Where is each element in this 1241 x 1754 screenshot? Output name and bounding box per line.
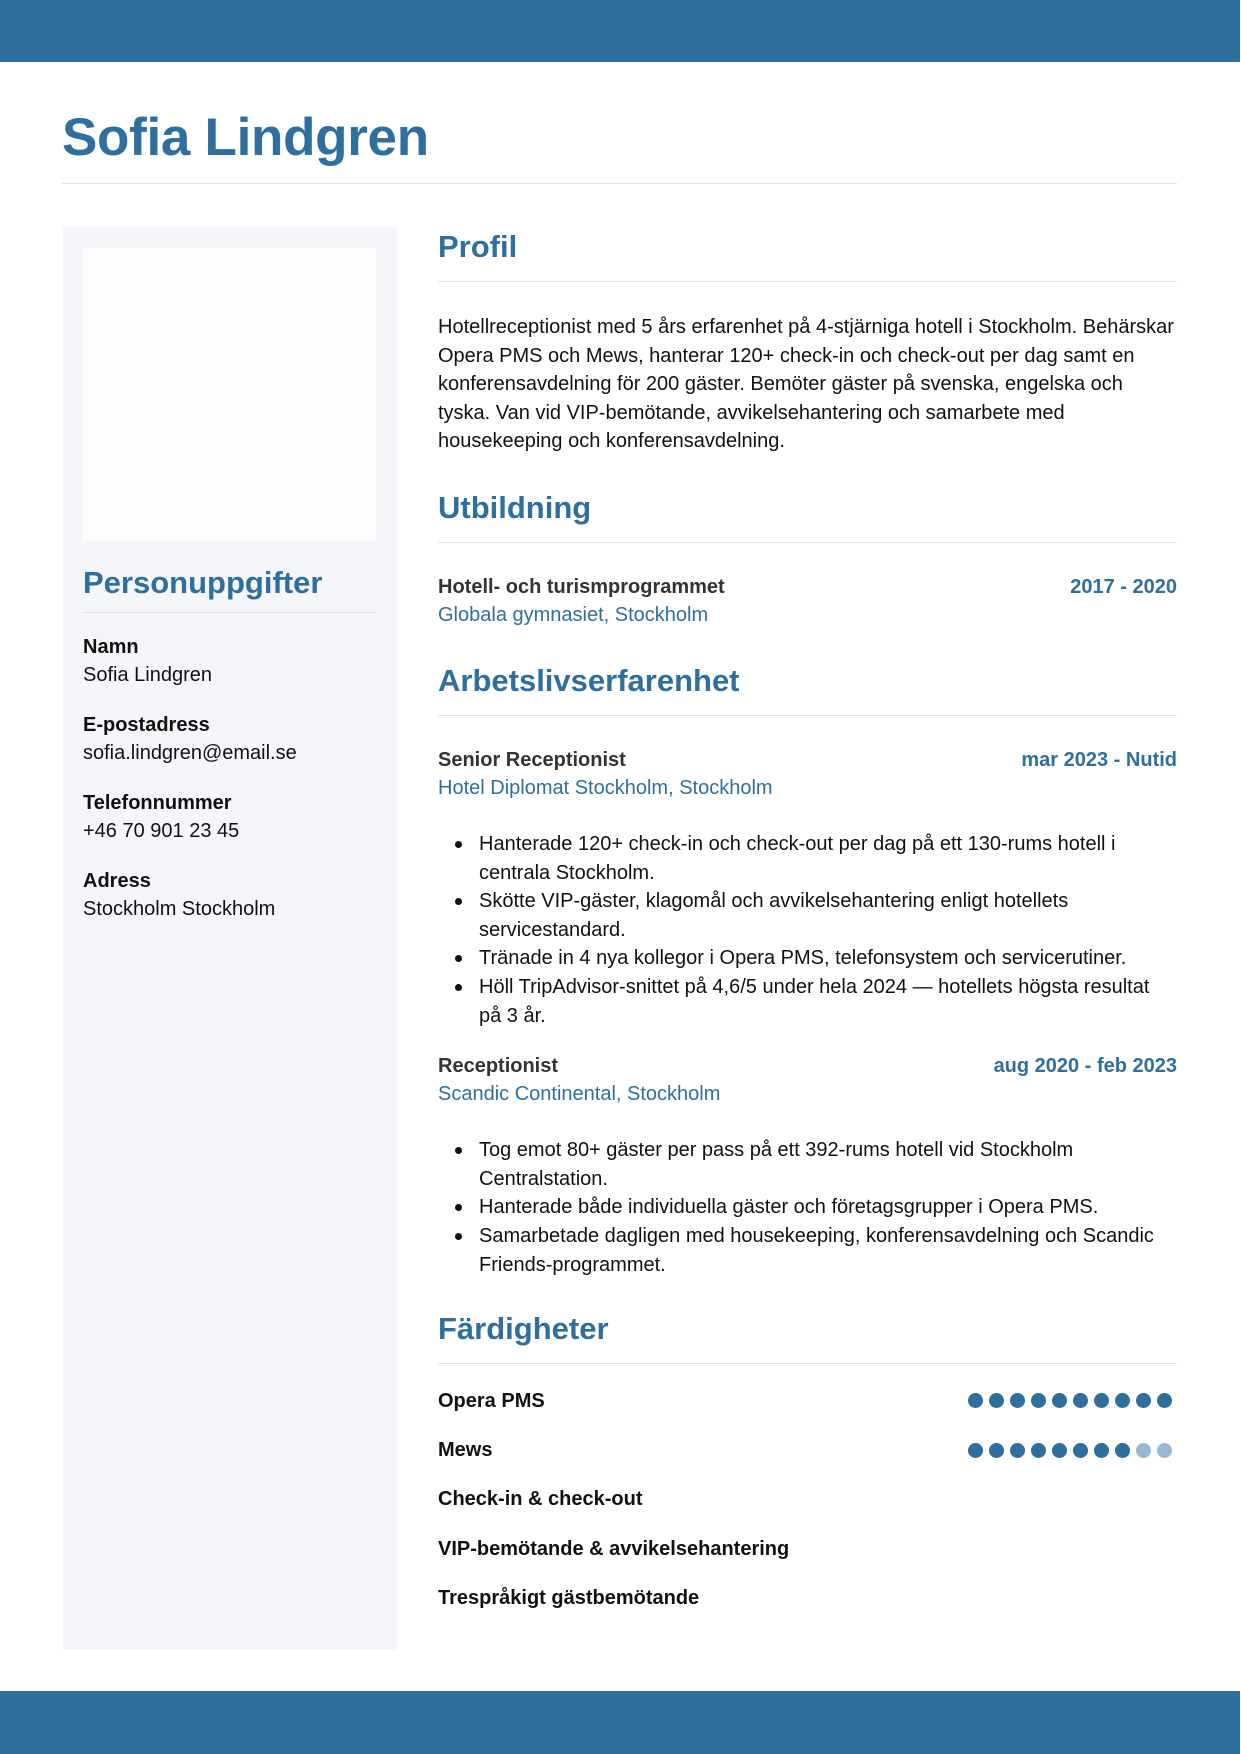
rating-dot-filled-icon (1157, 1393, 1172, 1408)
rating-dot-filled-icon (989, 1393, 1004, 1408)
skill-row (438, 1524, 1177, 1573)
personal-info-title: Personuppgifter (83, 565, 323, 600)
field-label: Namn (83, 636, 139, 658)
entry-header (438, 746, 1177, 774)
section-title: Färdigheter (438, 1311, 609, 1347)
rating-dot-filled-icon (1094, 1393, 1109, 1408)
profile-text: Hotellreceptionist med 5 års erfarenhet på 4-stjärniga hotell i Stockholm. Behärskar Opera PMS och Mews, hanterar 120+ check-in och check-out per dag samt en konferensavdelning för 200 gäster. Bemöter gäster på svenska, engelska och tyska. Van vid VIP-bemötande, avvikelsehantering och samarbete med housekeeping och konferensavdelning. (438, 316, 1174, 453)
section-divider (438, 542, 1177, 543)
bullet-icon (455, 1233, 462, 1240)
skill-row (438, 1425, 1177, 1474)
rating-dot-filled-icon (989, 1443, 1004, 1458)
bullet-list (438, 830, 1177, 1030)
bullet-text: Tränade in 4 nya kollegor i Opera PMS, telefonsystem och servicerutiner. (479, 947, 1127, 970)
bullet-icon (455, 955, 462, 962)
rating-dot-empty-icon (1157, 1443, 1172, 1458)
entry-title: Senior Receptionist (438, 748, 626, 771)
skill-row (438, 1475, 1177, 1524)
skill-name: Mews (438, 1439, 493, 1462)
skill-name: Check-in & check-out (438, 1488, 643, 1511)
rating-dot-filled-icon (968, 1443, 983, 1458)
rating-dot-filled-icon (968, 1393, 983, 1408)
bullet-text: Hanterade 120+ check-in och check-out per dag på ett 130-rums hotell i centrala Stockholm. (479, 832, 1116, 884)
profile-section (438, 225, 1177, 456)
bullet-text: Skötte VIP-gäster, klagomål och avvikelsehantering enligt hotellets servicestandard. (479, 890, 1069, 941)
field-name (83, 633, 376, 689)
skill-name: Trespråkigt gästbemötande (438, 1586, 700, 1609)
bullet-icon (455, 898, 462, 905)
entry-header (438, 573, 1177, 601)
entry-date: aug 2020 - feb 2023 (993, 1055, 1177, 1078)
entry-date: mar 2023 - Nutid (1021, 748, 1177, 771)
experience-entry (438, 746, 1177, 1030)
rating-dot-filled-icon (1136, 1393, 1151, 1408)
profile-photo-placeholder (83, 248, 376, 541)
field-email (83, 711, 376, 767)
entry-org: Scandic Continental, Stockholm (438, 1083, 721, 1106)
skill-row (438, 1573, 1177, 1622)
skills-section (438, 1307, 1177, 1622)
bullet-item (438, 830, 1177, 887)
education-section (438, 486, 1177, 629)
rating-dot-filled-icon (1052, 1443, 1067, 1458)
personal-info-divider (83, 612, 376, 613)
bullet-icon (455, 841, 462, 848)
field-phone (83, 789, 376, 845)
rating-dot-filled-icon (1073, 1393, 1088, 1408)
education-entry (438, 573, 1177, 629)
rating-dot-filled-icon (1031, 1443, 1046, 1458)
bullet-text: Tog emot 80+ gäster per pass på ett 392-rums hotell vid Stockholm Centralstation. (479, 1139, 1074, 1190)
bullet-item (438, 887, 1177, 944)
bullet-text: Hanterade både individuella gäster och företagsgrupper i Opera PMS. (479, 1196, 1099, 1219)
entry-org: Hotel Diplomat Stockholm, Stockholm (438, 776, 773, 799)
bullet-text: Höll TripAdvisor-snittet på 4,6/5 under hela 2024 — hotellets högsta resultat på 3 år. (479, 975, 1150, 1027)
section-divider (438, 715, 1177, 716)
bullet-icon (455, 1147, 462, 1154)
header-band (0, 0, 1240, 62)
section-divider (438, 1363, 1177, 1364)
experience-entry (438, 1052, 1177, 1279)
field-value: Sofia Lindgren (83, 664, 212, 686)
field-address (83, 867, 376, 923)
field-value: +46 70 901 23 45 (83, 820, 240, 842)
personal-info-fields (83, 633, 376, 945)
bullet-item (438, 1193, 1177, 1222)
entry-date: 2017 - 2020 (1070, 575, 1177, 598)
field-label: E-postadress (83, 714, 210, 736)
field-value: Stockholm Stockholm (83, 898, 276, 920)
main-content (438, 225, 1177, 1623)
rating-dot-filled-icon (1115, 1443, 1130, 1458)
name-divider (62, 183, 1177, 184)
section-title: Arbetslivserfarenhet (438, 662, 740, 698)
bullet-icon (455, 984, 462, 991)
sidebar (63, 227, 397, 1650)
entry-header (438, 1052, 1177, 1080)
bullet-icon (455, 1204, 462, 1211)
field-label: Adress (83, 870, 151, 892)
rating-dot-filled-icon (1094, 1443, 1109, 1458)
skills-list (438, 1376, 1177, 1622)
candidate-name: Sofia Lindgren (62, 108, 429, 167)
bullet-item (438, 1222, 1177, 1279)
rating-dot-filled-icon (1115, 1393, 1130, 1408)
experience-section (438, 659, 1177, 1279)
entry-title: Hotell- och turismprogrammet (438, 575, 725, 598)
skill-name: Opera PMS (438, 1389, 545, 1412)
footer-band (0, 1691, 1240, 1754)
field-value: sofia.lindgren@email.se (83, 742, 297, 764)
skill-rating (968, 1393, 1177, 1408)
rating-dot-filled-icon (1052, 1393, 1067, 1408)
rating-dot-empty-icon (1136, 1443, 1151, 1458)
rating-dot-filled-icon (1031, 1393, 1046, 1408)
bullet-item (438, 973, 1177, 1030)
bullet-item (438, 944, 1177, 973)
section-title: Utbildning (438, 489, 592, 525)
rating-dot-filled-icon (1073, 1443, 1088, 1458)
bullet-list (438, 1136, 1177, 1279)
field-label: Telefonnummer (83, 792, 232, 814)
skill-row (438, 1376, 1177, 1425)
entry-title: Receptionist (438, 1055, 559, 1078)
section-divider (438, 281, 1177, 282)
entry-org: Globala gymnasiet, Stockholm (438, 603, 709, 626)
bullet-item (438, 1136, 1177, 1193)
rating-dot-filled-icon (1010, 1393, 1025, 1408)
skill-name: VIP-bemötande & avvikelsehantering (438, 1537, 790, 1560)
skill-rating (968, 1443, 1177, 1458)
section-title: Profil (438, 229, 518, 264)
bullet-text: Samarbetade dagligen med housekeeping, konferensavdelning och Scandic Friends-programmet. (479, 1224, 1154, 1276)
rating-dot-filled-icon (1010, 1443, 1025, 1458)
